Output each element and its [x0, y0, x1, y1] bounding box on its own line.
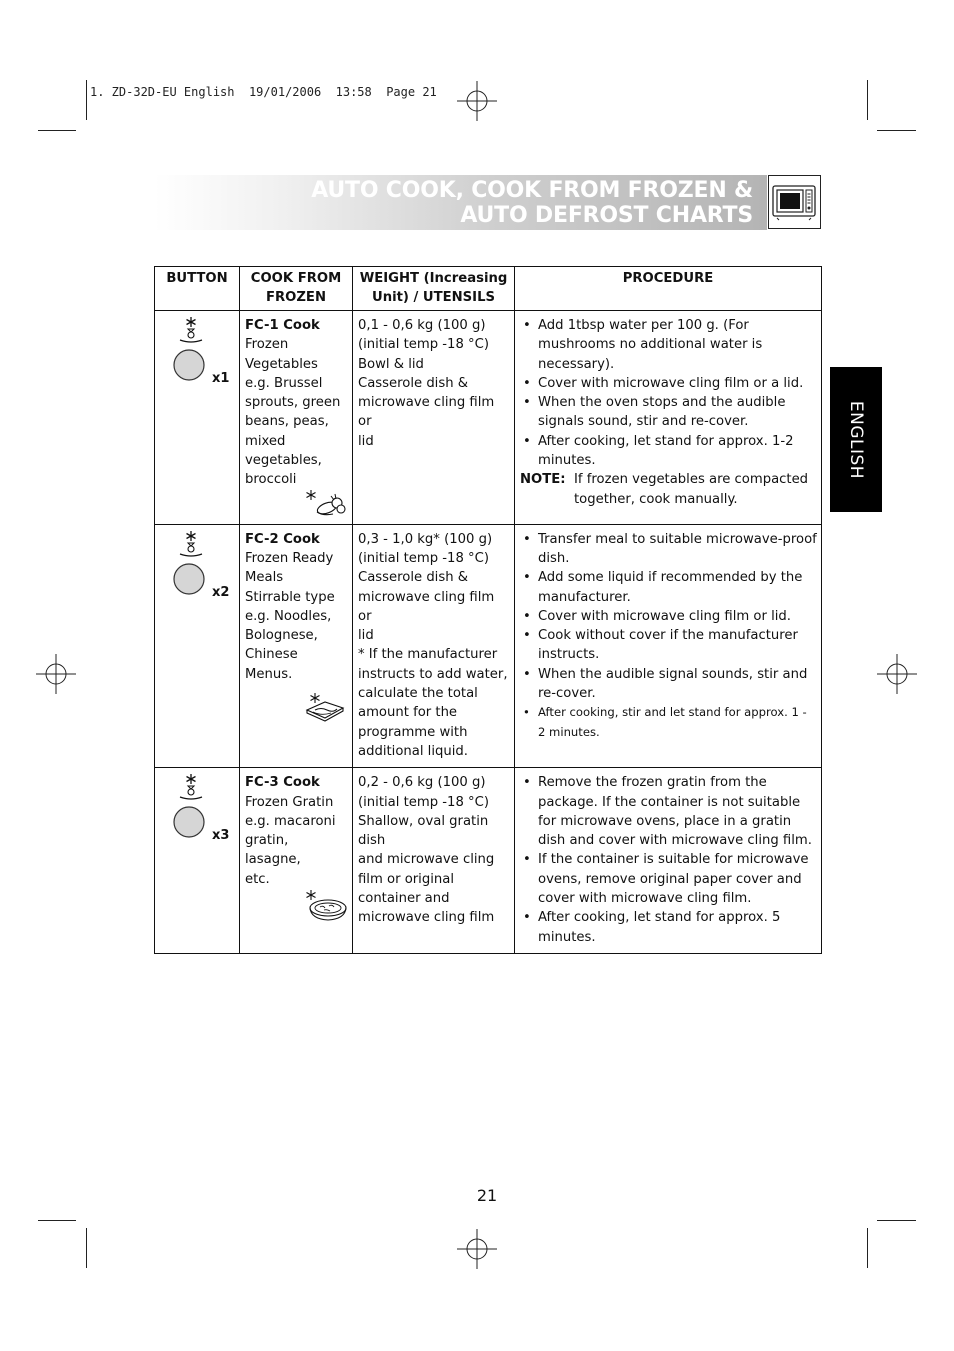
- section-title-bar: [154, 175, 767, 230]
- list-item: • After cooking, let stand for approx. 1-2 minutes.: [520, 432, 817, 471]
- press-count: x2: [212, 584, 230, 600]
- list-item: • Cover with microwave cling film or lid.: [520, 607, 817, 626]
- registration-mark-icon: [457, 81, 497, 121]
- food-description: Frozen Vegetables e.g. Brussel sprouts, green beans, peas, mixed vegetables, broccoli: [245, 337, 341, 488]
- table-row: [155, 524, 822, 768]
- program-name: FC-1 Cook: [245, 318, 320, 333]
- button-cell: [155, 524, 240, 768]
- cook-from-frozen-cell: [240, 768, 353, 954]
- page-number: 21: [476, 1186, 498, 1205]
- list-item: • When the oven stops and the audible signals sound, stir and re-cover.: [520, 393, 817, 432]
- procedure-cell: [515, 311, 822, 525]
- list-item: • Cover with microwave cling film or a lid.: [520, 374, 817, 393]
- food-description: Frozen Gratin e.g. macaroni gratin, lasagne, etc.: [245, 794, 336, 887]
- weight-utensils: 0,2 - 0,6 kg (100 g) (initial temp -18 °C) Shallow, oval gratin dish and microwave cling film or original container and microwave cling film: [358, 775, 495, 926]
- column-header-cook-from-frozen: COOK FROM FROZEN: [240, 267, 353, 311]
- weight-utensils-cell: [353, 768, 515, 954]
- frozen-vegetables-icon: [303, 488, 349, 518]
- weight-utensils: 0,1 - 0,6 kg (100 g) (initial temp -18 °C) Bowl & lid Casserole dish & microwave cling film or lid: [358, 318, 495, 449]
- column-header-procedure: PROCEDURE: [515, 267, 822, 311]
- list-item: • Remove the frozen gratin from the package. If the container is not suitable for microwave ovens, place in a gratin dish and cover with microwave cling film.: [520, 773, 817, 850]
- list-item: • After cooking, stir and let stand for approx. 1 - 2 minutes.: [520, 703, 817, 742]
- note: [520, 470, 817, 509]
- food-description: Frozen Ready Meals Stirrable type e.g. Noodles, Bolognese, Chinese Menus.: [245, 550, 335, 682]
- press-count: x1: [212, 371, 230, 386]
- cook-from-frozen-cell: [240, 524, 353, 768]
- button-cell: [155, 311, 240, 525]
- list-item: • If the container is suitable for microwave ovens, remove original paper cover and cover with microwave cling film.: [520, 850, 817, 908]
- list-item: • Transfer meal to suitable microwave-proof dish.: [520, 530, 817, 569]
- list-item: • Cook without cover if the manufacturer instructs.: [520, 626, 817, 665]
- table-row: [155, 768, 822, 954]
- microwave-icon: [768, 175, 821, 229]
- snowflake-button-icon[interactable]: [171, 531, 211, 597]
- frozen-meal-tray-icon: [303, 692, 349, 722]
- procedure-list: [520, 316, 817, 470]
- list-item: • After cooking, let stand for approx. 5 minutes.: [520, 908, 817, 947]
- table-row: [155, 311, 822, 525]
- registration-mark-icon: [457, 1229, 497, 1269]
- list-item: • When the audible signal sounds, stir and re-cover.: [520, 665, 817, 704]
- procedure-list: [520, 530, 817, 742]
- frozen-gratin-dish-icon: [303, 889, 349, 923]
- procedure-cell: [515, 524, 822, 768]
- registration-mark-icon: [36, 654, 76, 694]
- procedure-cell: [515, 768, 822, 954]
- column-header-weight: WEIGHT (Increasing Unit) / UTENSILS: [353, 267, 515, 311]
- button-cell: [155, 768, 240, 954]
- registration-mark-icon: [877, 654, 917, 694]
- program-name: FC-3 Cook: [245, 775, 320, 791]
- cook-from-frozen-table: [154, 266, 822, 954]
- language-tab: ENGLISH: [830, 367, 882, 512]
- page-title: AUTO COOK, COOK FROM FROZEN & AUTO DEFROST CHARTS: [311, 178, 753, 228]
- note-text: If frozen vegetables are compacted together, cook manually.: [574, 472, 809, 507]
- cook-from-frozen-cell: [240, 311, 353, 525]
- weight-utensils-cell: [353, 311, 515, 525]
- snowflake-button-icon[interactable]: [171, 774, 211, 840]
- print-slug: 1. ZD-32D-EU English 19/01/2006 13:58 Page 21: [90, 85, 437, 99]
- note-label: NOTE:: [520, 472, 566, 488]
- table-header-row: [155, 267, 822, 311]
- snowflake-button-icon[interactable]: [171, 317, 211, 383]
- list-item: • Add some liquid if recommended by the manufacturer.: [520, 568, 817, 607]
- column-header-button: BUTTON: [155, 267, 240, 311]
- weight-utensils: 0,3 - 1,0 kg* (100 g) (initial temp -18 °C) Casserole dish & microwave cling film or lid * If the manufacturer instructs to add water, calculate the total amount for the programme with additional liquid.: [358, 531, 508, 759]
- weight-utensils-cell: [353, 524, 515, 768]
- list-item: • Add 1tbsp water per 100 g. (For mushrooms no additional water is necessary).: [520, 316, 817, 374]
- procedure-list: [520, 773, 817, 947]
- program-name: FC-2 Cook: [245, 531, 320, 547]
- press-count: x3: [212, 828, 230, 844]
